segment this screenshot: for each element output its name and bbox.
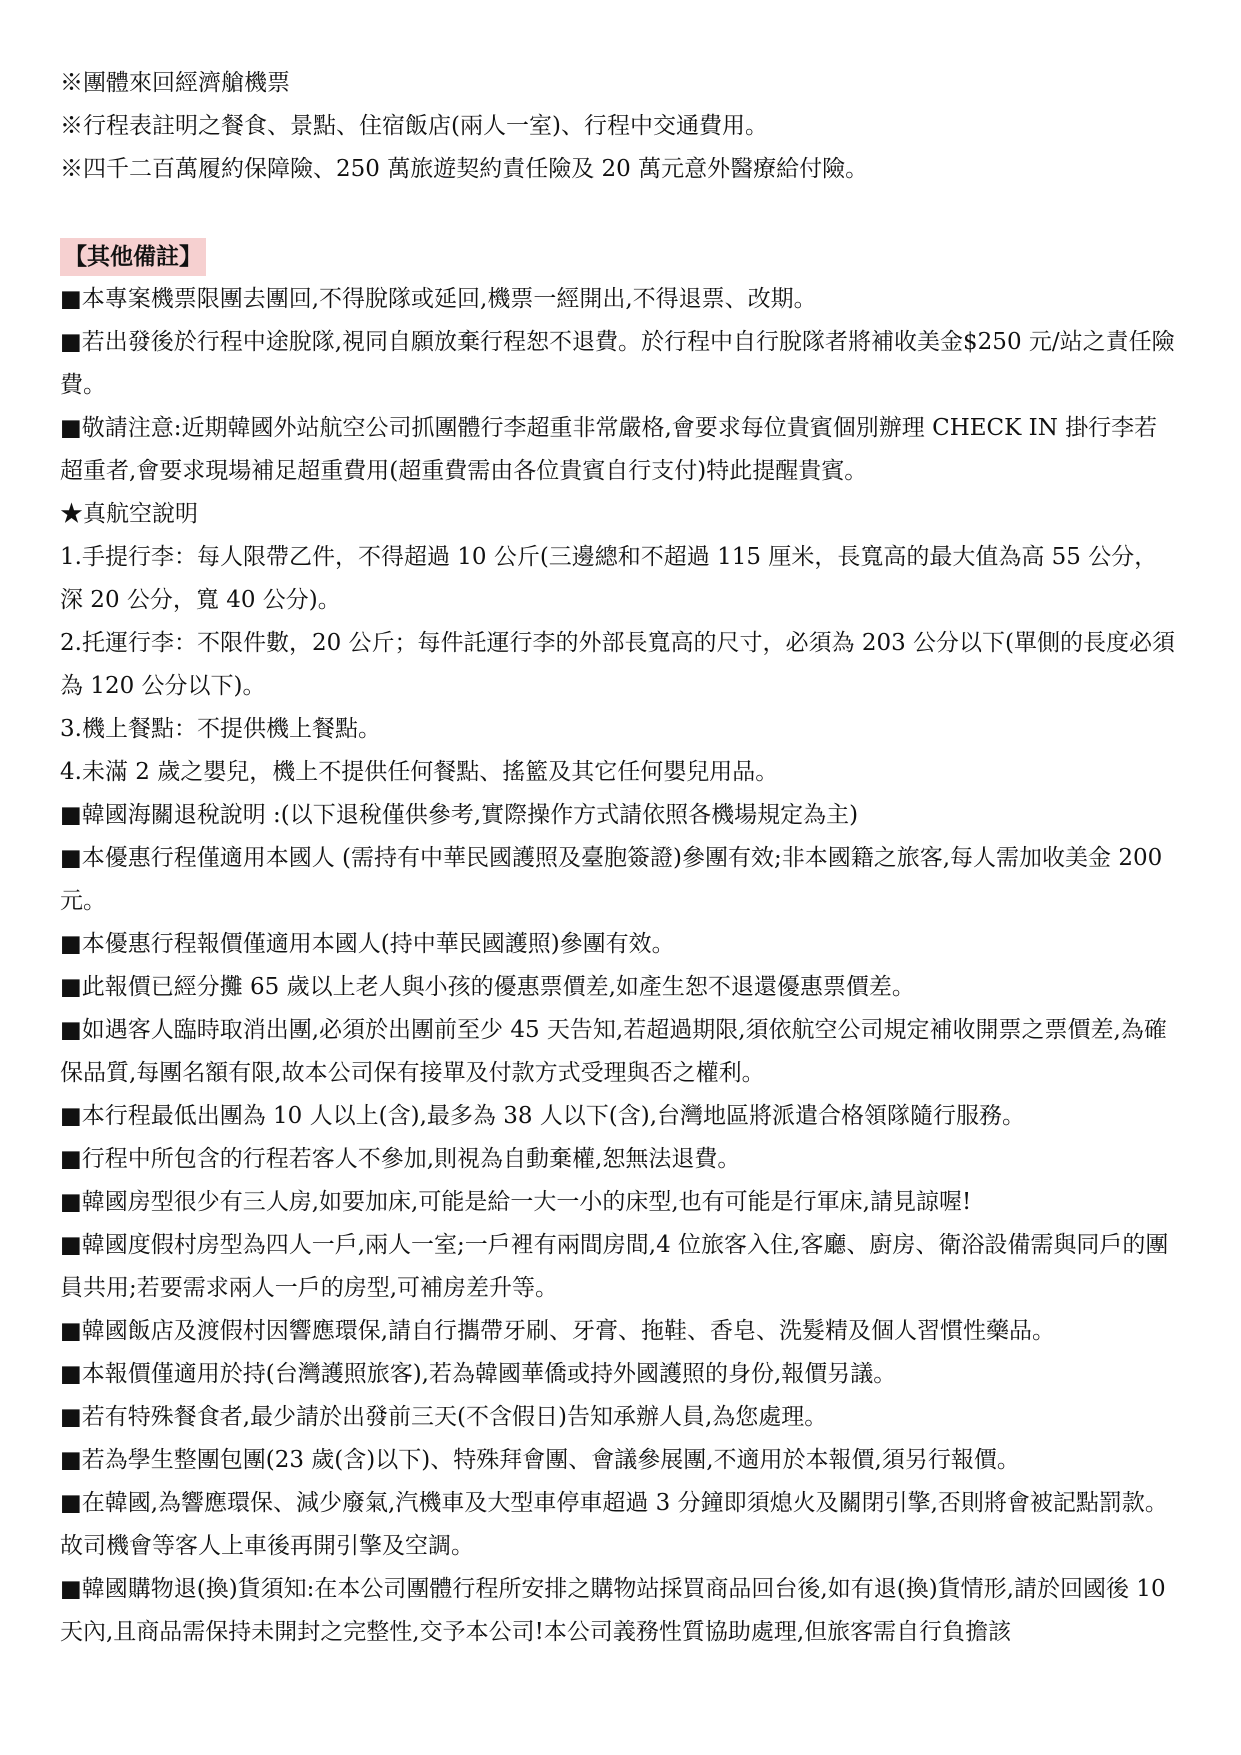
note-paragraph: ■如遇客人臨時取消出團,必須於出團前至少 45 天告知,若超過期限,須依航空公司規定補收開票之票價差,為確保品質,每團名額有限,故本公司保有接單及付款方式受理與否之權利。 — [60, 1017, 1167, 1086]
airline-heading: ★真航空說明 — [60, 501, 198, 527]
note-paragraph: ■此報價已經分攤 65 歲以上老人與小孩的優惠票價差,如產生恕不退還優惠票價差。 — [60, 974, 915, 1000]
note-paragraph: ■行程中所包含的行程若客人不參加,則視為自動棄權,恕無法退費。 — [60, 1146, 741, 1172]
note-paragraph: 4.未滿 2 歲之嬰兒，機上不提供任何餐點、搖籃及其它任何嬰兒用品。 — [60, 759, 779, 785]
note-paragraph: ■本報價僅適用於持(台灣護照旅客),若為韓國華僑或持外國護照的身份,報價另議。 — [60, 1361, 897, 1387]
note-paragraph: ■本優惠行程報價僅適用本國人(持中華民國護照)參團有效。 — [60, 931, 675, 957]
note-paragraph: 2.托運行李：不限件數，20 公斤；每件託運行李的外部長寬高的尺寸，必須為 203 公分以下(單側的長度必須為 120 公分以下)。 — [60, 630, 1176, 699]
note-paragraph: ■若為學生整團包團(23 歲(含)以下)、特殊拜會團、會議參展團,不適用於本報價,須另行報價。 — [60, 1447, 1020, 1473]
note-paragraph: ■本優惠行程僅適用本國人 (需持有中華民國護照及臺胞簽證)參團有效;非本國籍之旅客,每人需加收美金 200 元。 — [60, 845, 1163, 914]
note-paragraph: 1.手提行李：每人限帶乙件，不得超過 10 公斤(三邊總和不超過 115 厘米，長寬高的最大值為高 55 公分，深 20 公分，寬 40 公分)。 — [60, 544, 1158, 613]
include-item-airfare: ※團體來回經濟艙機票 — [60, 70, 290, 96]
other-notes-heading: 【其他備註】 — [60, 238, 206, 276]
note-paragraph: ■韓國購物退(換)貨須知:在本公司團體行程所安排之購物站採買商品回台後,如有退(換)貨情形,請於回國後 10 天內,且商品需保持未開封之完整性,交予本公司!本公司義務性質協助處理,但旅客需自行負擔該 — [60, 1576, 1166, 1645]
note-paragraph: ■若出發後於行程中途脫隊,視同自願放棄行程恕不退費。於行程中自行脫隊者將補收美金$250 元/站之責任險費。 — [60, 329, 1175, 398]
section-spacer — [60, 191, 1180, 235]
note-paragraph: ■韓國飯店及渡假村因響應環保,請自行攜帶牙刷、牙膏、拖鞋、香皂、洗髮精及個人習慣性藥品。 — [60, 1318, 1056, 1344]
document-page — [60, 62, 1180, 1654]
note-paragraph: ■韓國度假村房型為四人一戶,兩人一室;一戶裡有兩間房間,4 位旅客入住,客廳、廚房、衛浴設備需與同戶的團員共用;若要需求兩人一戶的房型,可補房差升等。 — [60, 1232, 1169, 1301]
note-paragraph: ■韓國房型很少有三人房,如要加床,可能是給一大一小的床型,也有可能是行軍床,請見諒喔! — [60, 1189, 972, 1215]
note-paragraph: 3.機上餐點：不提供機上餐點。 — [60, 716, 381, 742]
include-item-insurance: ※四千二百萬履約保障險、250 萬旅遊契約責任險及 20 萬元意外醫療給付險。 — [60, 156, 869, 182]
note-paragraph: ■本專案機票限團去團回,不得脫隊或延回,機票一經開出,不得退票、改期。 — [60, 286, 817, 312]
include-item-meals-hotel: ※行程表註明之餐食、景點、住宿飯店(兩人一室)、行程中交通費用。 — [60, 113, 768, 139]
note-paragraph: ■韓國海關退稅說明 :(以下退稅僅供參考,實際操作方式請依照各機場規定為主) — [60, 802, 859, 828]
note-paragraph: ■本行程最低出團為 10 人以上(含),最多為 38 人以下(含),台灣地區將派遣合格領隊隨行服務。 — [60, 1103, 1026, 1129]
includes-section — [60, 62, 1180, 191]
note-paragraph: ■若有特殊餐食者,最少請於出發前三天(不含假日)告知承辦人員,為您處理。 — [60, 1404, 828, 1430]
note-paragraph: ■在韓國,為響應環保、減少廢氣,汽機車及大型車停車超過 3 分鐘即須熄火及關閉引擎,否則將會被記點罰款。故司機會等客人上車後再開引擎及空調。 — [60, 1490, 1168, 1559]
other-notes-section — [60, 235, 1180, 1654]
note-paragraph: ■敬請注意:近期韓國外站航空公司抓團體行李超重非常嚴格,會要求每位貴賓個別辦理 CHECK IN 掛行李若超重者,會要求現場補足超重費用(超重費需由各位貴賓自行支付)特此提醒貴賓。 — [60, 415, 1158, 484]
